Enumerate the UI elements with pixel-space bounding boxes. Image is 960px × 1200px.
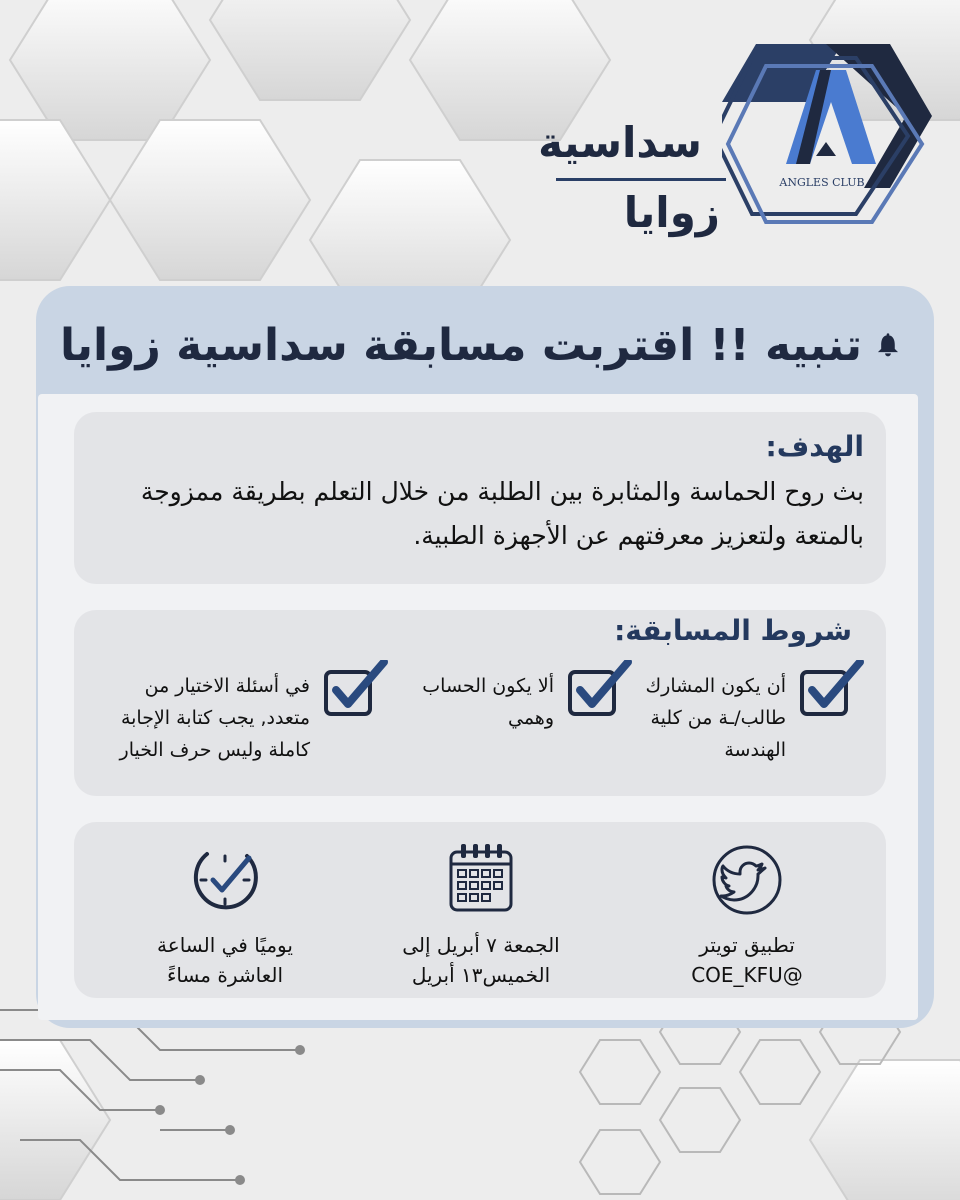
logo-text: ANGLES CLUB — [779, 176, 865, 189]
condition-line: في أسئلة الاختيار من — [144, 675, 310, 697]
info-date — [366, 842, 596, 992]
info-line: تطبيق تويتر — [699, 933, 795, 957]
terms-card — [74, 610, 886, 796]
alert-row — [60, 300, 900, 390]
info-line: الخميس١٣ أبريل — [411, 963, 551, 987]
condition-line: أن يكون المشارك — [645, 675, 786, 697]
condition-line: كاملة وليس حرف الخيار — [119, 739, 310, 761]
info-text — [632, 930, 862, 990]
title-underline — [556, 178, 726, 181]
condition-line: طالب/ـة من كلية — [650, 707, 786, 729]
condition-line: الهندسة — [724, 739, 786, 761]
bell-icon — [876, 305, 900, 385]
checkbox-icon — [320, 660, 390, 720]
info-line: يوميًا في الساعة — [157, 933, 293, 957]
twitter-icon — [709, 842, 785, 918]
condition-text — [422, 670, 554, 734]
clock-icon — [187, 842, 263, 918]
header-title-line2: زوايا — [623, 188, 720, 237]
angles-club-logo — [722, 44, 934, 228]
condition-line: متعدد, يجب كتابة الإجابة — [120, 707, 310, 729]
goal-text: بث روح الحماسة والمثابرة بين الطلبة من خلال التعلم بطريقة ممزوجة بالمتعة ولتعزيز معرفتهم عن الأجهزة الطبية. — [140, 477, 864, 550]
info-time — [110, 842, 340, 992]
condition-text — [120, 670, 310, 766]
header-title-line1: سداسية — [538, 118, 702, 167]
condition-item — [394, 660, 634, 770]
condition-line: وهمي — [507, 707, 554, 729]
checkbox-icon — [796, 660, 866, 720]
goal-heading: الهدف: — [765, 430, 864, 463]
condition-item — [636, 660, 866, 770]
alert-title: تنبيه !! اقتربت مسابقة سداسية زوايا — [60, 319, 863, 371]
condition-item — [110, 660, 390, 770]
info-twitter — [632, 842, 862, 992]
checkbox-icon — [564, 660, 634, 720]
info-text — [110, 930, 340, 990]
goal-card — [74, 412, 886, 584]
info-line: الجمعة ٧ أبريل إلى — [402, 933, 560, 957]
condition-text — [646, 670, 787, 766]
info-card — [74, 822, 886, 998]
info-text — [366, 930, 596, 990]
terms-heading: شروط المسابقة: — [614, 614, 852, 647]
twitter-handle: @COE_KFU — [691, 963, 803, 987]
condition-line: ألا يكون الحساب — [422, 675, 554, 697]
calendar-icon — [443, 842, 519, 918]
info-line: العاشرة مساءً — [166, 963, 284, 987]
